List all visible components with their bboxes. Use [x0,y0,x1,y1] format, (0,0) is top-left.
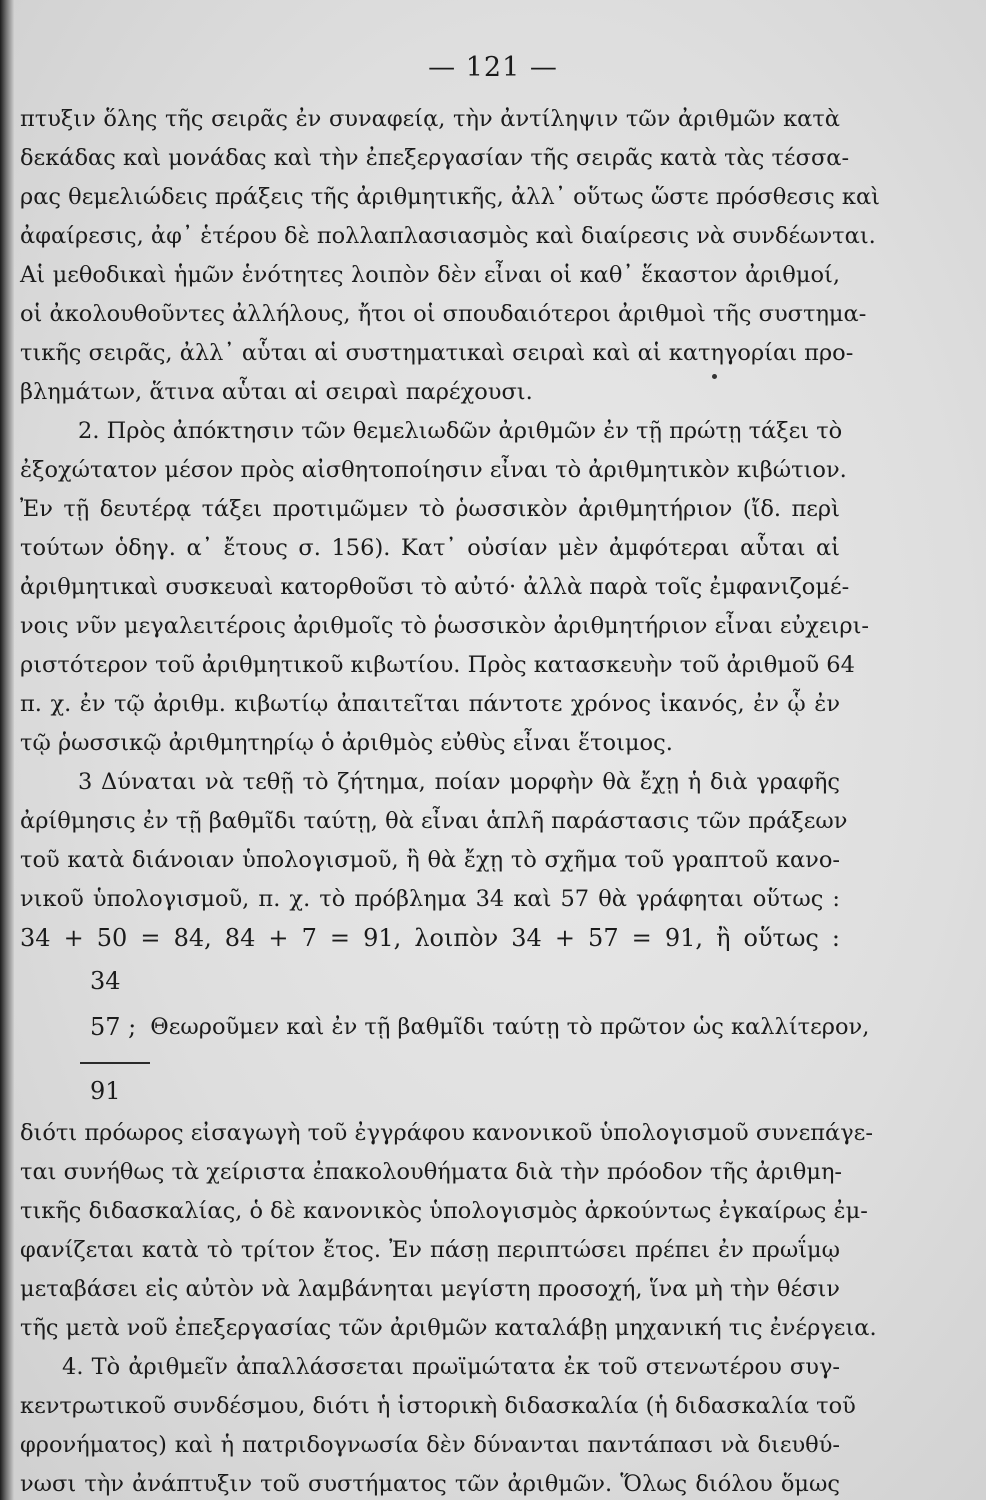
text-line: κεντρωτικοῦ συνδέσμου, διότι ἡ ἱστορικὴ διδασκαλία (ἡ διδασκαλία τοῦ [20,1393,856,1419]
text-line: δεκάδας καὶ μονάδας καὶ τὴν ἐπεξεργασίαν τῆς σειρᾶς κατὰ τὰς τέσσα- [20,145,850,171]
text-line: τικῆς σειρᾶς, ἀλλ᾽ αὗται αἱ συστηματικαὶ σειραὶ καὶ αἱ κατηγορίαι προ- [20,340,854,366]
text-line: βλημάτων, ἅτινα αὗται αἱ σειραὶ παρέχουσι. [20,379,533,405]
text-line: ἀφαίρεσις, ἀφ᾽ ἑτέρου δὲ πολλαπλασιασμὸς καὶ διαίρεσις νὰ συνδέωνται. [20,223,876,249]
calculation-inline-text: Θεωροῦμεν καὶ ἐν τῇ βαθμῖδι ταύτῃ τὸ πρῶτον ὡς καλλίτερον, [150,1014,870,1040]
text-line: Αἱ μεθοδικαὶ ἡμῶν ἑνότητες λοιπὸν δὲν εἶναι οἱ καθ᾽ ἕκαστον ἀριθμοί, [20,262,840,288]
text-line: Ἐν τῇ δευτέρᾳ τάξει προτιμῶμεν τὸ ῥωσσικὸν ἀριθμητήριον (ἴδ. περὶ [20,496,840,522]
text-line: τούτων ὁδηγ. α᾽ ἔτους σ. 156). Κατ᾽ οὐσίαν μὲν ἀμφότεραι αὗται αἱ [20,535,840,561]
text-line: νικοῦ ὑπολογισμοῦ, π. χ. τὸ πρόβλημα 34 καὶ 57 θὰ γράφηται οὕτως : [20,886,840,912]
calculation-result: 91 [90,1077,121,1105]
text-line: μεταβάσει εἰς αὐτὸν νὰ λαμβάνηται μεγίστη προσοχή, ἵνα μὴ τὴν θέσιν [20,1276,840,1302]
calculation-addend-2: 57 ; [90,1013,137,1041]
text-line: τῆς μετὰ νοῦ ἐπεξεργασίας τῶν ἀριθμῶν καταλάβῃ μηχανική τις ἐνέργεια. [20,1315,877,1341]
text-line: ἐξοχώτατον μέσον πρὸς αἰσθητοποίησιν εἶναι τὸ ἀριθμητικὸν κιβώτιον. [20,457,847,483]
text-line: φρονήματος) καὶ ἡ πατριδογνωσία δὲν δύνανται παντάπασι νὰ διευθύ- [20,1432,840,1458]
text-line: φανίζεται κατὰ τὸ τρίτον ἔτος. Ἐν πάσῃ περιπτώσει πρέπει ἐν πρωΐμῳ [20,1237,840,1263]
calculation-rule [80,1062,150,1064]
ink-dot [712,374,717,379]
calculation-row-2 [20,1004,870,1050]
text-line: τοῦ κατὰ διάνοιαν ὑπολογισμοῦ, ἢ θὰ ἔχῃ τὸ σχῆμα τοῦ γραπτοῦ κανο- [20,847,840,873]
text-line: νοις νῦν μεγαλειτέροις ἀριθμοῖς τὸ ῥωσσικὸν ἀριθμητήριον εἶναι εὐχειρι- [20,613,870,639]
text-line: νωσι τὴν ἀνάπτυξιν τοῦ συστήματος τῶν ἀριθμῶν. Ὅλως διόλου ὅμως [20,1471,840,1497]
calculation-addend-1: 34 [90,967,121,995]
section-3-first-line: 3 Δύναται νὰ τεθῇ τὸ ζήτημα, ποίαν μορφὴν θὰ ἔχῃ ἡ διὰ γραφῆς [78,769,840,795]
text-line: τικῆς διδασκαλίας, ὁ δὲ κανονικὸς ὑπολογισμὸς ἀρκούντως ἐγκαίρως ἐμ- [20,1198,868,1224]
text-line: διότι πρόωρος εἰσαγωγὴ τοῦ ἐγγράφου κανονικοῦ ὑπολογισμοῦ συνεπάγε- [20,1120,873,1146]
calculation-row-1 [20,958,840,1004]
text-line: ριστότερον τοῦ ἀριθμητικοῦ κιβωτίου. Πρὸς κατασκευὴν τοῦ ἀριθμοῦ 64 [20,652,855,678]
text-line: τῷ ῥωσσικῷ ἀριθμητηρίῳ ὁ ἀριθμὸς εὐθὺς εἶναι ἕτοιμος. [20,730,673,756]
text-line: πτυξιν ὅλης τῆς σειρᾶς ἐν συναφείᾳ, τὴν ἀντίληψιν τῶν ἀριθμῶν κατὰ [20,106,840,132]
calculation-result-row [20,1068,840,1114]
text-line: ἀριθμητικαὶ συσκευαὶ κατορθοῦσι τὸ αὐτό· ἀλλὰ παρὰ τοῖς ἐμφανιζομέ- [20,574,850,600]
text-line: ἀρίθμησις ἐν τῇ βαθμῖδι ταύτῃ, θὰ εἶναι ἁπλῆ παράστασις τῶν πράξεων [20,808,848,834]
text-line: ται συνήθως τὰ χείριστα ἐπακολουθήματα διὰ τὴν πρόοδον τῆς ἀριθμη- [20,1159,843,1185]
page-number: — 121 — [428,52,558,83]
binding-shadow [0,0,14,1500]
text-line: π. χ. ἐν τῷ ἀριθμ. κιβωτίῳ ἀπαιτεῖται πάντοτε χρόνος ἱκανός, ἐν ᾧ ἐν [20,691,840,717]
equation-line: 34 + 50 = 84, 84 + 7 = 91, λοιπὸν 34 + 57 = 91, ἢ οὕτως : [20,924,840,952]
section-4-first-line: 4. Τὸ ἀριθμεῖν ἀπαλλάσσεται πρωϊμώτατα ἐκ τοῦ στενωτέρου συγ- [62,1354,840,1380]
text-line: ρας θεμελιώδεις πράξεις τῆς ἀριθμητικῆς, ἀλλ᾽ οὕτως ὥστε πρόσθεσις καὶ [20,184,880,210]
body-text [20,100,880,1500]
text-line: οἱ ἀκολουθοῦντες ἀλλήλους, ἤτοι οἱ σπουδαιότεροι ἀριθμοὶ τῆς συστημα- [20,301,867,327]
section-2-first-line: 2. Πρὸς ἀπόκτησιν τῶν θεμελιωδῶν ἀριθμῶν ἐν τῇ πρώτῃ τάξει τὸ [78,418,843,444]
